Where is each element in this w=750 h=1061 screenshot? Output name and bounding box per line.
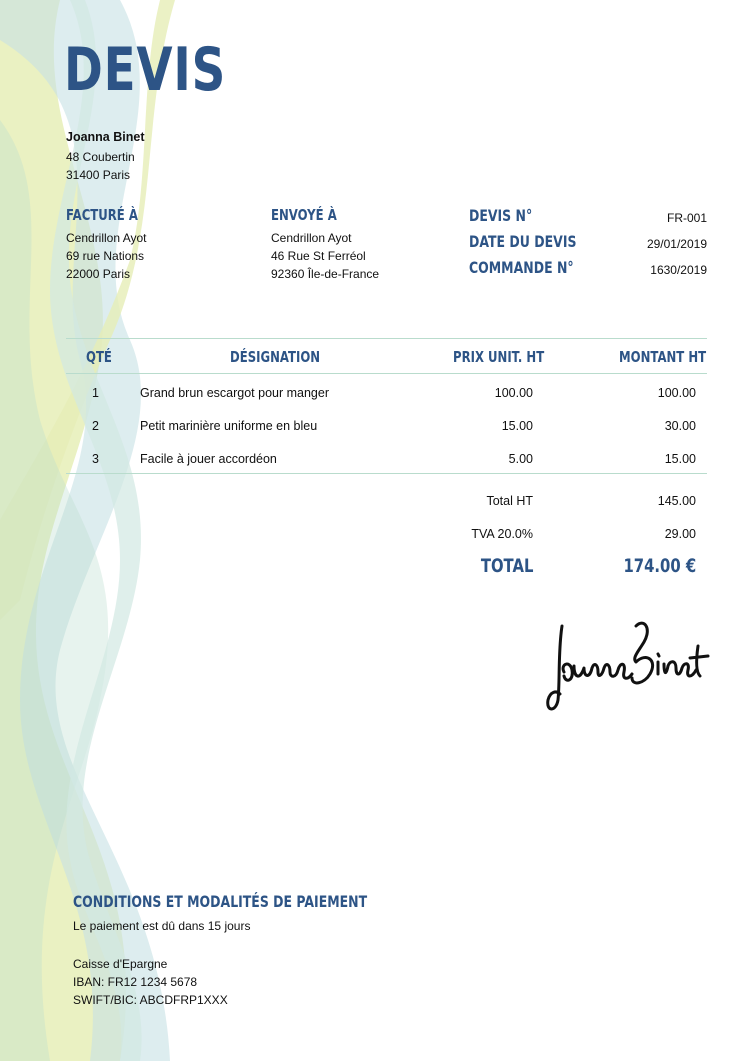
sent-to-block	[271, 206, 379, 283]
table-row	[66, 374, 707, 407]
row-unit-price: 5.00	[508, 452, 533, 466]
subtotal-value: 145.00	[657, 494, 696, 508]
sender-address-line2: 31400 Paris	[66, 168, 131, 182]
terms-due-line: Le paiement est dû dans 15 jours	[73, 919, 251, 933]
billed-to-heading: FACTURÉ À	[66, 206, 138, 224]
sender-block	[66, 128, 145, 184]
row-unit-price: 15.00	[501, 419, 533, 433]
table-body	[66, 374, 707, 473]
billed-to-address-line1: 69 rue Nations	[66, 249, 145, 263]
sent-to-name: Cendrillon Ayot	[271, 231, 352, 245]
table-row	[66, 440, 707, 473]
items-table	[66, 338, 707, 474]
row-amount: 100.00	[657, 386, 696, 400]
header-unit-price: PRIX UNIT. HT	[453, 348, 545, 366]
table-row	[66, 407, 707, 440]
document-title: DEVIS	[64, 35, 227, 105]
order-number-row	[469, 258, 709, 284]
grand-total-row	[400, 555, 707, 591]
terms-heading: CONDITIONS ET MODALITÉS DE PAIEMENT	[73, 892, 368, 911]
row-amount: 15.00	[664, 452, 696, 466]
sender-address-line1: 48 Coubertin	[66, 150, 135, 164]
bank-iban: IBAN: FR12 1234 5678	[73, 975, 198, 989]
sent-to-address-line2: 92360 Île-de-France	[271, 267, 380, 281]
order-number-label: COMMANDE N°	[469, 258, 574, 277]
row-qty: 1	[92, 386, 99, 400]
header-amount: MONTANT HT	[619, 348, 707, 366]
header-designation: DÉSIGNATION	[230, 348, 321, 366]
row-designation: Grand brun escargot pour manger	[140, 386, 329, 400]
row-qty: 2	[92, 419, 99, 433]
row-qty: 3	[92, 452, 99, 466]
sent-to-address-line1: 46 Rue St Ferréol	[271, 249, 366, 263]
sender-name: Joanna Binet	[66, 130, 145, 144]
vat-value: 29.00	[664, 527, 696, 541]
subtotal-row	[400, 492, 707, 525]
vat-row	[400, 525, 707, 558]
bank-swift: SWIFT/BIC: ABCDFRP1XXX	[73, 993, 228, 1007]
subtotal-label: Total HT	[486, 494, 533, 508]
quote-number-value: FR-001	[666, 211, 707, 225]
billed-to-address-line2: 22000 Paris	[66, 267, 131, 281]
grand-total-label: TOTAL	[480, 555, 533, 577]
billed-to-name: Cendrillon Ayot	[66, 231, 147, 245]
bank-name: Caisse d'Epargne	[73, 957, 168, 971]
row-designation: Facile à jouer accordéon	[140, 452, 277, 466]
payment-terms	[73, 893, 450, 1009]
header-qty: QTÉ	[86, 348, 112, 366]
row-amount: 30.00	[664, 419, 696, 433]
grand-total-value: 174.00 €	[623, 555, 696, 577]
quote-number-row	[469, 206, 709, 232]
order-number-value: 1630/2019	[650, 263, 707, 277]
quote-date-row	[469, 232, 709, 258]
row-unit-price: 100.00	[494, 386, 533, 400]
quote-date-label: DATE DU DEVIS	[469, 232, 577, 251]
totals-block	[400, 492, 707, 591]
vat-label: TVA 20.0%	[471, 527, 533, 541]
sent-to-heading: ENVOYÉ À	[271, 206, 337, 224]
signature	[540, 612, 710, 722]
billed-to-block	[66, 206, 158, 283]
table-bottom-rule	[66, 473, 707, 474]
table-header	[66, 339, 707, 373]
quote-date-value: 29/01/2019	[646, 237, 707, 251]
quote-number-label: DEVIS N°	[469, 206, 533, 225]
quote-meta	[469, 206, 709, 284]
row-designation: Petit marinière uniforme en bleu	[140, 419, 318, 433]
